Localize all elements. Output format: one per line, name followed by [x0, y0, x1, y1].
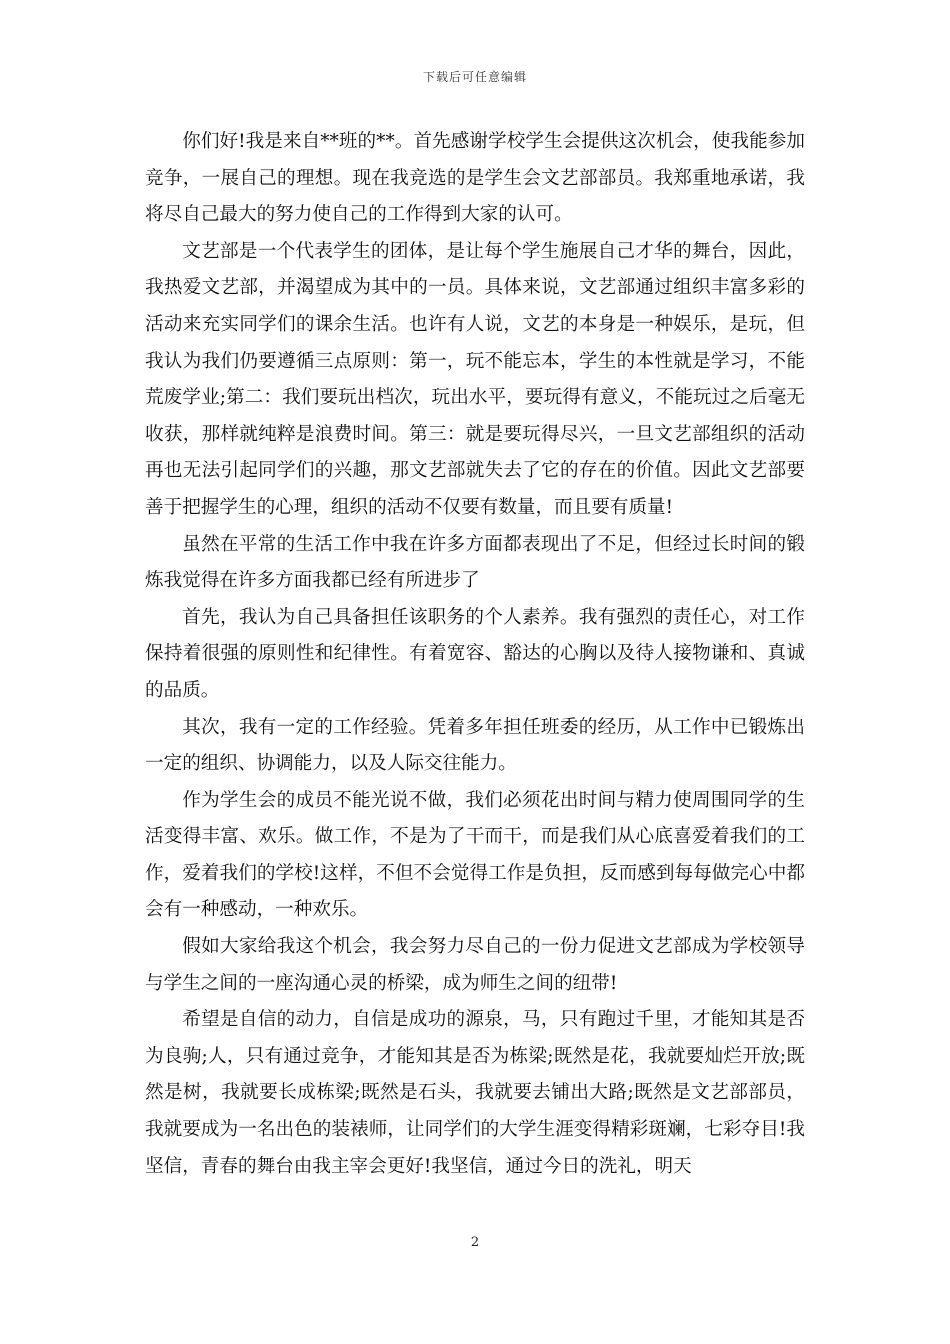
paragraph: 其次，我有一定的工作经验。凭着多年担任班委的经历，从工作中已锻炼出一定的组织、协调能力，以及人际交往能力。: [145, 716, 805, 775]
paragraph: 文艺部是一个代表学生的团体，是让每个学生施展自己才华的舞台，因此，我热爱文艺部，并渴望成为其中的一员。具体来说，文艺部通过组织丰富多彩的活动来充实同学们的课余生活。也许有人说，文艺的本身是一种娱乐，是玩，但我认为我们仍要遵循三点原则：第一，玩不能忘本，学生的本性就是学习，不能荒废学业;第二：我们要玩出档次，玩出水平，要玩得有意义，不能玩过之后毫无收获，那样就纯粹是浪费时间。第三：就是要玩得尽兴，一旦文艺部组织的活动再也无法引起同学们的兴趣，那文艺部就失去了它的存在的价值。因此文艺部要善于把握学生的心理，组织的活动不仅要有数量，而且要有质量!: [145, 240, 805, 518]
document-body: [145, 124, 805, 1185]
paragraph: 你们好!我是来自**班的**。首先感谢学校学生会提供这次机会，使我能参加竞争，一展自己的理想。现在我竞选的是学生会文艺部部员。我郑重地承诺，我将尽自己最大的努力使自己的工作得到大家的认可。: [145, 131, 805, 226]
paragraph: 假如大家给我这个机会，我会努力尽自己的一份力促进文艺部成为学校领导与学生之间的一座沟通心灵的桥梁，成为师生之间的纽带!: [145, 936, 805, 994]
paragraph: 虽然在平常的生活工作中我在许多方面都表现出了不足，但经过长时间的锻炼我觉得在许多方面我都已经有所进步了: [145, 533, 805, 592]
page-number: 2: [470, 1235, 480, 1250]
paragraph: 希望是自信的动力，自信是成功的源泉，马，只有跑过千里，才能知其是否为良驹;人，只有通过竞争，才能知其是否为栋梁;既然是花，我就要灿烂开放;既然是树，我就要长成栋梁;既然是石头，我就要去铺出大路;既然是文艺部部员，我就要成为一名出色的装裱师，让同学们的大学生涯变得精彩斑斓，七彩夺目!我坚信，青春的舞台由我主宰会更好!我坚信，通过今日的洗礼，明天: [145, 1009, 805, 1177]
paragraph: 首先，我认为自己具备担任该职务的个人素养。我有强烈的责任心，对工作保持着很强的原则性和纪律性。有着宽容、豁达的心胸以及待人接物谦和、真诚的品质。: [145, 606, 805, 701]
page-header: 下载后可任意编辑: [422, 70, 527, 84]
paragraph: 作为学生会的成员不能光说不做，我们必须花出时间与精力使周围同学的生活变得丰富、欢乐。做工作，不是为了干而干，而是我们从心底喜爱着我们的工作，爱着我们的学校!这样，不但不会觉得工作是负担，反而感到每每做完心中都会有一种感动，一种欢乐。: [145, 789, 805, 921]
